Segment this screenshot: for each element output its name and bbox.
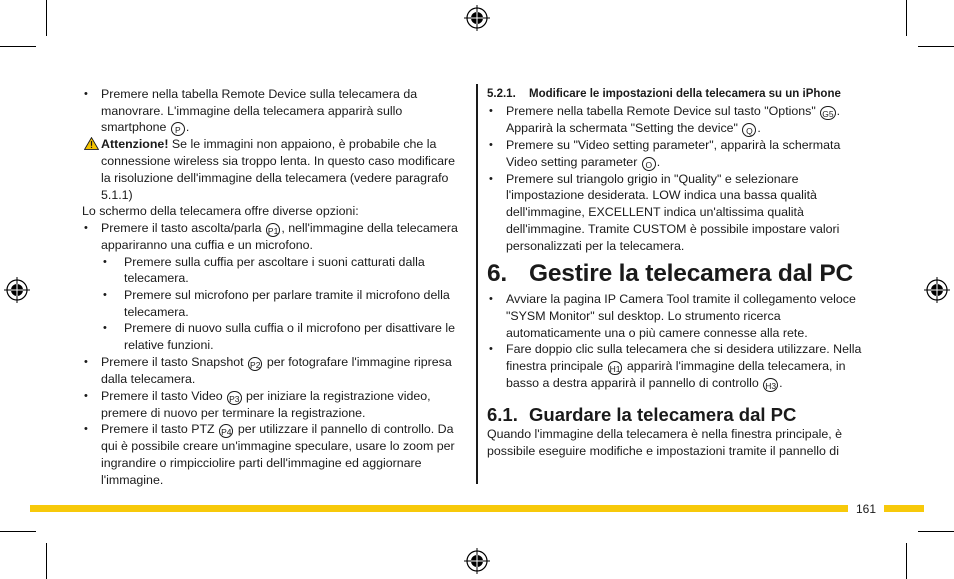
label-p2-icon: P2: [248, 357, 262, 371]
registration-target-icon: [464, 5, 490, 31]
right-column: [487, 86, 872, 459]
list-item: • Premere il tasto ascolta/parla P1 , nell'immagine della telecamera appariranno una cuffia e un microfono.: [82, 220, 466, 254]
list-item: • Avviare la pagina IP Camera Tool tramite il collegamento veloce "SYSM Monitor" sul desktop. Lo strumento ricerca automaticamente una o più camere connesse alla rete.: [487, 291, 872, 341]
options-intro: Lo schermo della telecamera offre diverse opzioni:: [82, 204, 359, 219]
crop-mark: [906, 0, 907, 36]
label-q-icon: Q: [742, 123, 756, 137]
list-item: • Premere sul triangolo grigio in "Quality" e selezionare l'impostazione desiderata. LOW indica una bassa qualità dell'immagine, EXCELLENT indica un'altissima qualità dell'immagine. Tramite CUSTOM è possibile impostare valori personalizzati per la telecamera.: [487, 171, 872, 255]
page-number: 161: [855, 502, 877, 516]
item-text: Premere nella tabella Remote Device sulla telecamera da manovrare. L'immagine della telecamera apparirà sullo smartphone: [101, 87, 418, 135]
sub-list-item: • Premere sulla cuffia per ascoltare i suoni catturati dalla telecamera.: [82, 254, 466, 287]
list-item: • Premere il tasto PTZ P4 per utilizzare il pannello di controllo. Da qui è possibile creare un'immagine speculare, usare lo zoom per ingrandire o rimpicciolire parti dell'immagine ed aggiornare l'immagine.: [82, 421, 466, 488]
list-item: • Premere il tasto Snapshot P2 per fotografare l'immagine ripresa dalla telecamera.: [82, 354, 466, 388]
label-p-icon: P: [171, 122, 185, 136]
label-h1-icon: H1: [608, 361, 623, 375]
chapter-heading: 6. Gestire la telecamera dal PC: [487, 260, 853, 288]
warning-text: Se le immagini non appaiono, è probabile che la connessione wireless sia troppo lenta. In questo caso modificare la risoluzione dell'immagine della telecamera (vedere paragrafo 5.1.1): [101, 137, 456, 202]
footer-bar: [30, 505, 848, 512]
sub-list-item: • Premere di nuovo sulla cuffia o il microfono per disattivare le relative funzioni.: [82, 320, 466, 353]
footer-bar: [884, 505, 924, 512]
label-g5-icon: G5: [820, 106, 835, 120]
registration-target-icon: [464, 548, 490, 574]
registration-target-icon: [4, 277, 30, 303]
crop-mark: [918, 46, 954, 47]
crop-mark: [0, 46, 36, 47]
label-p1-icon: P1: [266, 223, 280, 237]
registration-target-icon: [924, 277, 950, 303]
label-p3-icon: P3: [227, 391, 241, 405]
section-heading: 6.1. Guardare la telecamera dal PC: [487, 404, 797, 426]
label-p4-icon: P4: [219, 424, 233, 438]
crop-mark: [918, 531, 954, 532]
warning-note: [82, 136, 466, 203]
section-heading-5-2-1: 5.2.1. Modificare le impostazioni della telecamera su un iPhone: [487, 88, 841, 100]
label-h3-icon: H3: [763, 378, 778, 392]
crop-mark: [906, 543, 907, 579]
paragraph: Quando l'immagine della telecamera è nella finestra principale, è possibile eseguire modifiche e impostazioni tramite il pannello di: [487, 427, 843, 458]
list-item: • Premere nella tabella Remote Device sulla telecamera da manovrare. L'immagine della telecamera apparirà sullo smartphone P .: [82, 86, 466, 136]
warning-icon: [84, 137, 99, 150]
list-item: • Fare doppio clic sulla telecamera che si desidera utilizzare. Nella finestra principale H1 apparirà l'immagine della telecamera, in basso a destra apparirà il pannello di controllo H3 .: [487, 341, 872, 392]
list-item: • Premere il tasto Video P3 per iniziare la registrazione video, premere di nuovo per terminare la registrazione.: [82, 388, 466, 422]
crop-mark: [0, 531, 36, 532]
label-o-icon: O: [642, 157, 656, 171]
column-divider: [476, 84, 478, 484]
crop-mark: [46, 0, 47, 36]
list-item: • Premere su "Video setting parameter", apparirà la schermata Video setting parameter O .: [487, 137, 872, 171]
list-item: • Premere nella tabella Remote Device sul tasto "Options" G5 . Apparirà la schermata "Setting the device" Q .: [487, 103, 872, 137]
crop-mark: [46, 543, 47, 579]
sub-list-item: • Premere sul microfono per parlare tramite il microfono della telecamera.: [82, 287, 466, 320]
warning-label: Attenzione!: [101, 137, 169, 152]
left-column: [82, 86, 466, 488]
